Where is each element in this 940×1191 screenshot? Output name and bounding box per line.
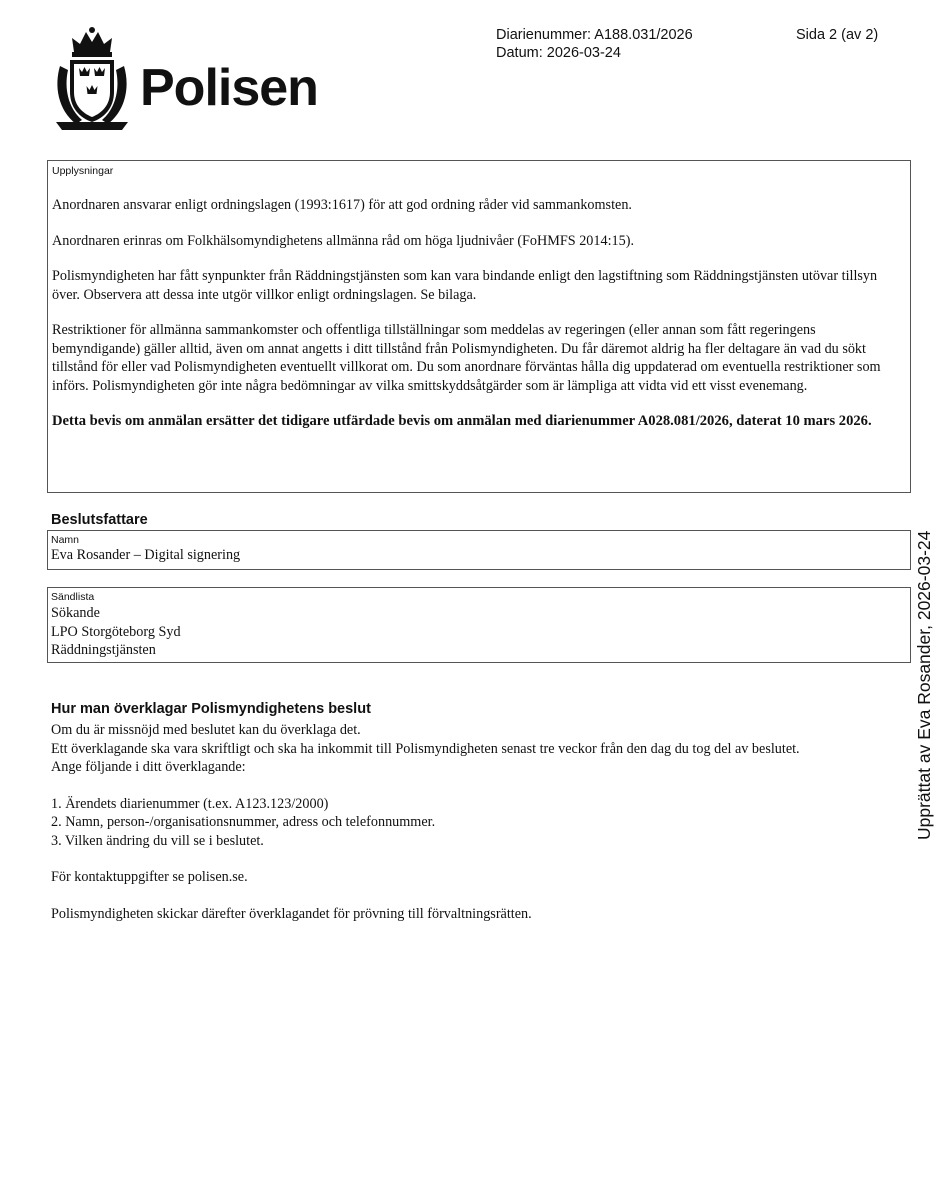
contact-info: För kontaktuppgifter se polisen.se. xyxy=(51,869,248,885)
info-paragraph: Restriktioner för allmänna sammankomster och offentliga tillställningar som meddelas av regeringen (eller annan som fått regeringens bemyndigande) gäller alltid, även om annat angetts i ditt tillstånd från Polismyndigheten. Du får däremot aldrig ha fler deltagare än vad du sökt tillstånd för eller vad Polismyndigheten eventuellt villkorat om. Du som anordnare förväntas hålla dig uppdaterad om eventuella restriktioner som införs. Polismyndigheten gör inte några bedömningar av vilka smittskyddsåtgärder som är lämpliga att vidta vid ett visst evenemang. xyxy=(52,322,881,394)
info-paragraph: Anordnaren erinras om Folkhälsomyndighetens allmänna råd om höga ljudnivåer (FoHMFS 2014:15). xyxy=(52,232,634,249)
appeal-heading: Hur man överklagar Polismyndighetens beslut xyxy=(51,701,371,717)
information-label: Upplysningar xyxy=(52,165,114,177)
info-paragraph: Polismyndigheten har fått synpunkter från Räddningstjänsten som kan vara bindande enligt den lagstiftning som Räddningstjänsten utövar tillsyn över. Observera att dessa inte utgör villkor enligt ordningslagen. Se bilaga. xyxy=(52,268,878,303)
page-number: Sida 2 (av 2) xyxy=(796,27,879,43)
information-box xyxy=(47,160,911,493)
replacement-notice: Detta bevis om anmälan ersätter det tidigare utfärdade bevis om anmälan med diarienummer A028.081/2026, daterat 10 mars 2026. xyxy=(52,413,872,429)
appeal-instructions xyxy=(51,721,911,923)
send-list-label: Sändlista xyxy=(51,591,95,603)
name-label: Namn xyxy=(51,534,80,546)
decision-maker-heading: Beslutsfattare xyxy=(51,512,148,528)
decision-maker-box xyxy=(47,530,911,570)
document-date: Datum: 2026-03-24 xyxy=(496,45,621,61)
police-crest-icon xyxy=(50,26,134,134)
document-meta xyxy=(496,26,693,62)
appeal-line: Om du är missnöjd med beslutet kan du överklaga det. xyxy=(51,722,361,738)
send-list-item: LPO Storgöteborg Syd xyxy=(51,623,181,640)
decision-maker-name: Eva Rosander – Digital signering xyxy=(51,547,241,563)
appeal-line: Ange följande i ditt överklagande: xyxy=(51,759,246,775)
send-list-box xyxy=(47,587,911,663)
send-list-item: Räddningstjänsten xyxy=(51,642,156,658)
appeal-list-item: 2. Namn, person-/organisationsnummer, adress och telefonnummer. xyxy=(51,814,436,830)
appeal-list-item: 1. Ärendets diarienummer (t.ex. A123.123/2000) xyxy=(51,795,329,812)
send-list-item: Sökande xyxy=(51,605,100,621)
info-paragraph: Anordnaren ansvarar enligt ordningslagen (1993:1617) för att god ordning råder vid sammankomsten. xyxy=(52,197,632,213)
diary-number: Diarienummer: A188.031/2026 xyxy=(496,27,693,43)
appeal-closing: Polismyndigheten skickar därefter överklagandet för prövning till förvaltningsrätten. xyxy=(51,905,532,922)
signature-stamp: Upprättat av Eva Rosander, 2026-03-24 xyxy=(914,530,934,840)
polisen-logo xyxy=(50,26,350,136)
appeal-list-item: 3. Vilken ändring du vill se i beslutet. xyxy=(51,832,264,849)
appeal-line: Ett överklagande ska vara skriftligt och ska ha inkommit till Polismyndigheten senast tre veckor från den dag du tog del av beslutet. xyxy=(51,740,800,757)
polisen-wordmark: Polisen xyxy=(140,59,318,117)
